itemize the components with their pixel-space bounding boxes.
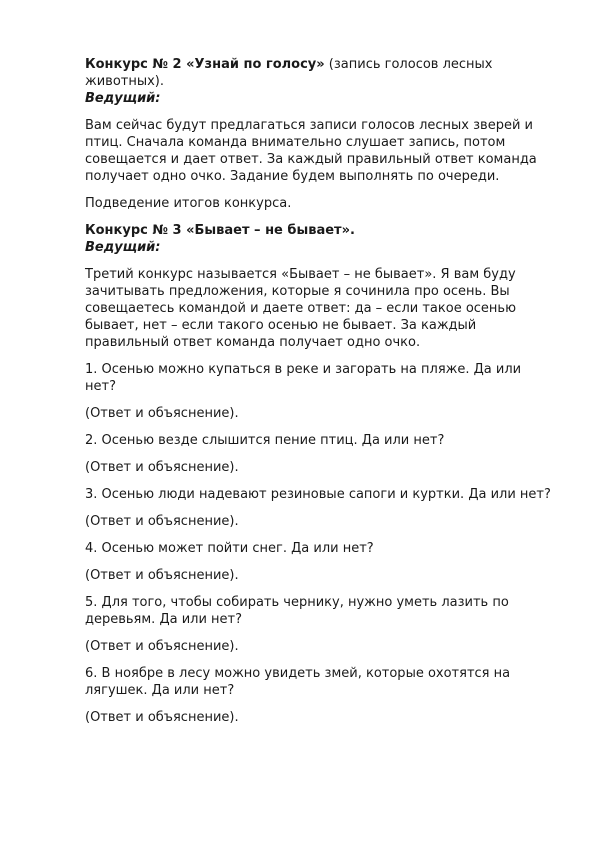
contest-3-title: Конкурс № 3 «Бывает – не бывает». bbox=[85, 223, 355, 238]
answer-4: (Ответ и объяснение). bbox=[85, 568, 239, 583]
question-2: 2. Осенью везде слышится пение птиц. Да или нет? bbox=[85, 433, 445, 448]
question-4: 4. Осенью может пойти снег. Да или нет? bbox=[85, 541, 374, 556]
contest-2-host: Ведущий: bbox=[85, 91, 161, 106]
answer-5: (Ответ и объяснение). bbox=[85, 639, 239, 654]
document-page bbox=[85, 56, 555, 736]
answer-1: (Ответ и объяснение). bbox=[85, 406, 239, 421]
contest-2-summary: Подведение итогов конкурса. bbox=[85, 196, 292, 211]
contest-3-text: Третий конкурс называется «Бывает – не бывает». Я вам буду зачитывать предложения, которые я сочинила про осень. Вы совещаетесь командой и даете ответ: да – если такое осенью бывает, нет – если такого осенью не бывает. За каждый правильный ответ команда получает одно очко. bbox=[85, 267, 517, 350]
answer-3: (Ответ и объяснение). bbox=[85, 514, 239, 529]
contest-2-title: Конкурс № 2 «Узнай по голосу» bbox=[85, 57, 325, 72]
contest-2-note: (запись голосов лесных животных). bbox=[85, 57, 493, 89]
question-5: 5. Для того, чтобы собирать чернику, нужно уметь лазить по деревьям. Да или нет? bbox=[85, 595, 509, 627]
question-1: 1. Осенью можно купаться в реке и загорать на пляже. Да или нет? bbox=[85, 362, 522, 394]
contest-2-text: Вам сейчас будут предлагаться записи голосов лесных зверей и птиц. Сначала команда внимательно слушает запись, потом совещается и дает ответ. За каждый правильный ответ команда получает одно очко. Задание будем выполнять по очереди. bbox=[85, 118, 537, 184]
answer-6: (Ответ и объяснение). bbox=[85, 710, 239, 725]
question-3: 3. Осенью люди надевают резиновые сапоги и куртки. Да или нет? bbox=[85, 487, 551, 502]
question-6: 6. В ноябре в лесу можно увидеть змей, которые охотятся на лягушек. Да или нет? bbox=[85, 666, 511, 698]
contest-2-heading bbox=[85, 56, 555, 90]
answer-2: (Ответ и объяснение). bbox=[85, 460, 239, 475]
contest-3-host: Ведущий: bbox=[85, 240, 161, 255]
contest-3-heading bbox=[85, 222, 555, 239]
